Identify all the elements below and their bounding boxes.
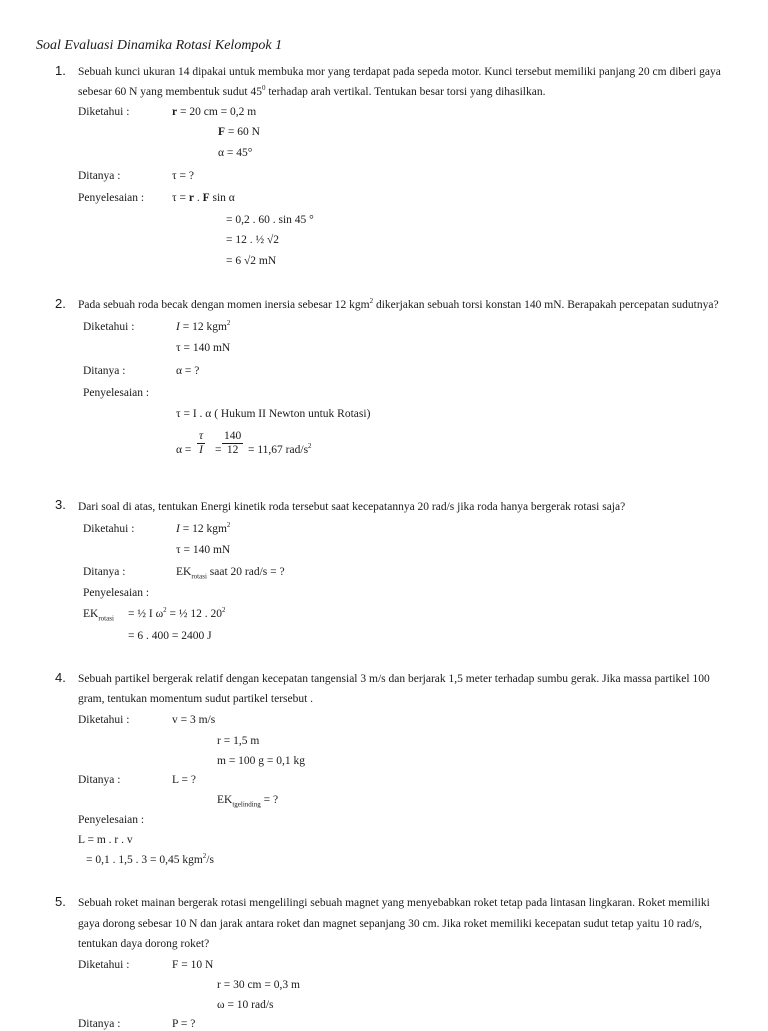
ditanya-label: Ditanya : [78, 170, 121, 182]
solution-law: τ = I . α ( Hukum II Newton untuk Rotasi) [176, 408, 371, 420]
question-number: 5. [55, 894, 66, 909]
question-number: 1. [55, 63, 66, 78]
solution-ek-label: $EK_{rotasi}$ [83, 608, 114, 623]
asked-value: α = ? [176, 365, 200, 377]
ditanya-label: Ditanya : [83, 566, 126, 578]
fraction-tau-over-i: $\frac{\tau}{I}$ [199, 430, 204, 456]
solution-result: = 0,1 . 1,5 . 3 = 0,45 kgm$^2$/s [86, 852, 214, 866]
question-number: 2. [55, 296, 66, 311]
diketahui-label: Diketahui : [78, 106, 130, 118]
question-text: Sebuah kunci ukuran 14 dipakai untuk membuka mor yang terdapat pada sepeda motor. Kunci tersebut memiliki panjang 20 cm diberi gaya [78, 66, 721, 78]
solution-step: = 12 . ½ √2 [226, 234, 280, 246]
given-r: r = 30 cm = 0,3 m [217, 979, 300, 991]
question-text: Sebuah roket mainan bergerak rotasi mengelilingi sebuah magnet yang menyebabkan roket tetap pada lintasan lingkaran. Roket memiliki [78, 897, 710, 909]
asked-value: $EK_{rotasi}$ saat 20 rad/s = ? [176, 566, 285, 581]
given-f: F = 10 N [172, 959, 214, 971]
solution-alpha-eq: α = [176, 444, 192, 456]
ditanya-label: Ditanya : [83, 365, 126, 377]
solution-result: = 11,67 rad/$s^2$ [248, 442, 312, 456]
given-m: m = 100 g = 0,1 kg [217, 755, 306, 767]
solution-result: = 6 √2 mN [226, 255, 277, 267]
given-omega: ω = 10 rad/s [217, 999, 274, 1011]
given-i: I = 12 kgm$^2$ [176, 521, 231, 535]
question-text: tentukan daya dorong roket? [78, 938, 210, 950]
asked-value: τ = ? [172, 170, 194, 182]
page-title: Soal Evaluasi Dinamika Rotasi Kelompok 1 [36, 38, 283, 53]
given-alpha: α = 45° [218, 147, 253, 159]
given-v: v = 3 m/s [172, 714, 216, 726]
solution-formula: τ = r . F sin α [172, 192, 235, 204]
given-i: I = 12 kgm$^2$ [176, 319, 231, 333]
solution-step: = ½ I $\omega^2$ = ½ 12 . $20^2$ [128, 606, 226, 620]
question-number: 4. [55, 670, 66, 685]
given-tau: τ = 140 mN [176, 342, 231, 354]
penyelesaian-label: Penyelesaian : [78, 192, 145, 204]
asked-ek: $EK_{tgelinding}$ = ? [217, 794, 279, 809]
asked-value: P = ? [172, 1018, 196, 1030]
fraction-140-over-12: $\frac{140}{12}$ [224, 430, 242, 456]
penyelesaian-label: Penyelesaian : [83, 387, 150, 399]
diketahui-label: Diketahui : [83, 523, 135, 535]
diketahui-label: Diketahui : [78, 959, 130, 971]
given-tau: τ = 140 mN [176, 544, 231, 556]
diketahui-label: Diketahui : [83, 321, 135, 333]
question-text: Pada sebuah roda becak dengan momen inersia sebesar 12 kgm$^2$ dikerjakan sebuah torsi konstan 140 mN. Berapakah percepatan sudutnya? [78, 297, 719, 311]
given-f: F = 60 N [218, 126, 260, 138]
equals-sign: = [215, 444, 222, 456]
given-r: r = 20 cm = 0,2 m [172, 106, 257, 118]
question-text: Dari soal di atas, tentukan Energi kinetik roda tersebut saat kecepatannya 20 rad/s jika roda hanya bergerak rotasi saja? [78, 501, 626, 513]
question-text: sebesar 60 N yang membentuk sudut $45^0$ terhadap arah vertikal. Tentukan besar torsi yang dihasilkan. [78, 84, 546, 98]
question-text: Sebuah partikel bergerak relatif dengan kecepatan tangensial 3 m/s dan berjarak 1,5 meter terhadap sumbu gerak. Jika massa partikel 100 [78, 673, 710, 685]
penyelesaian-label: Penyelesaian : [78, 814, 145, 826]
solution-step: = 0,2 . 60 . sin 45 ° [226, 214, 314, 226]
question-text: gram, tentukan momentum sudut partikel tersebut . [78, 693, 314, 705]
penyelesaian-label: Penyelesaian : [83, 587, 150, 599]
ditanya-label: Ditanya : [78, 1018, 121, 1030]
question-text: gaya dorong sebesar 10 N dan jarak antara roket dan magnet sepanjang 30 cm. Jika roket memiliki kecepatan sudut tetap yaitu 10 rad/s, [78, 918, 702, 930]
solution-formula: L = m . r . v [78, 834, 133, 846]
ditanya-label: Ditanya : [78, 774, 121, 786]
given-r: r = 1,5 m [217, 735, 260, 747]
question-number: 3. [55, 497, 66, 512]
solution-result: = 6 . 400 = 2400 J [128, 630, 212, 642]
asked-value: L = ? [172, 774, 196, 786]
diketahui-label: Diketahui : [78, 714, 130, 726]
